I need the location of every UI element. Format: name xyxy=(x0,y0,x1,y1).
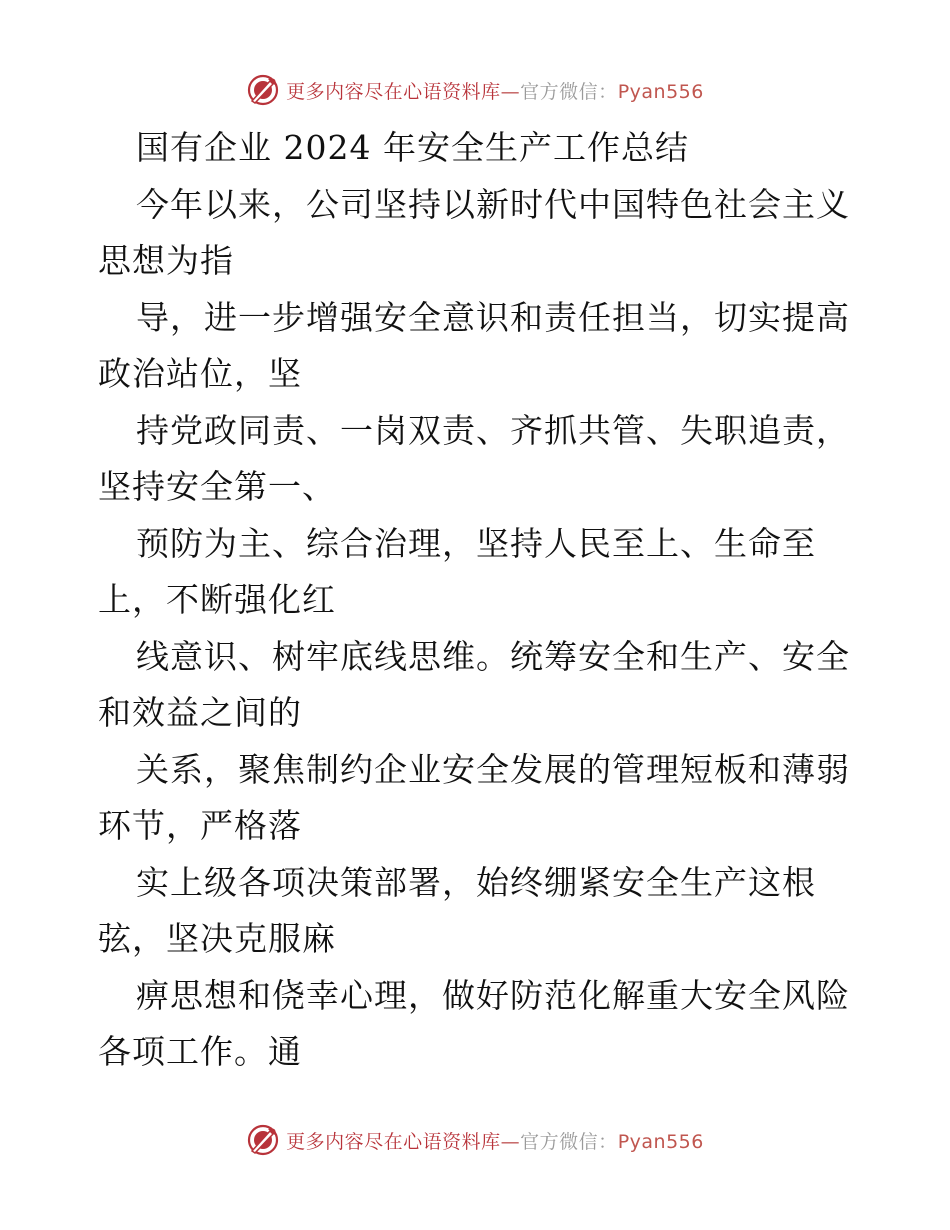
text-line: 弦，坚决克服麻 xyxy=(98,919,336,958)
text-line: 预防为主、综合治理，坚持人民至上、生命至 xyxy=(136,523,816,563)
document-title: 国有企业 2024 年安全生产工作总结 xyxy=(136,128,689,167)
text-line: 持党政同责、一岗双责、齐抓共管、失职追责， xyxy=(136,410,850,450)
separator: — xyxy=(500,80,521,103)
site-name: 更多内容尽在心语资料库 xyxy=(286,80,501,103)
text-line: 痹思想和侥幸心理，做好防范化解重大安全风险 xyxy=(136,975,850,1015)
quill-logo-icon xyxy=(246,73,280,107)
text-line: 今年以来，公司坚持以新时代中国特色社会主义 xyxy=(136,184,850,224)
wechat-label: 官方微信： xyxy=(520,1130,618,1153)
header-banner xyxy=(0,70,950,110)
wechat-id: Pyan556 xyxy=(617,1130,704,1153)
text-line: 思想为指 xyxy=(98,241,234,280)
document-body xyxy=(98,120,858,1081)
site-name: 更多内容尽在心语资料库 xyxy=(286,1130,501,1153)
banner-text xyxy=(286,1127,704,1154)
text-line: 和效益之间的 xyxy=(98,693,302,732)
text-line: 上，不断强化红 xyxy=(98,580,336,619)
text-line: 各项工作。通 xyxy=(98,1032,302,1071)
text-line: 线意识、树牢底线思维。统筹安全和生产、安全 xyxy=(136,636,850,676)
text-line: 关系，聚焦制约企业安全发展的管理短板和薄弱 xyxy=(136,749,850,789)
text-line: 环节，严格落 xyxy=(98,806,302,845)
banner-text xyxy=(286,77,704,104)
wechat-label: 官方微信： xyxy=(520,80,618,103)
text-line: 实上级各项决策部署，始终绷紧安全生产这根 xyxy=(136,862,816,902)
footer-banner xyxy=(0,1120,950,1160)
text-line: 导，进一步增强安全意识和责任担当，切实提高 xyxy=(136,297,850,337)
text-line: 政治站位，坚 xyxy=(98,354,302,393)
separator: — xyxy=(500,1130,521,1153)
wechat-id: Pyan556 xyxy=(617,80,704,103)
text-line: 坚持安全第一、 xyxy=(98,467,336,506)
quill-logo-icon xyxy=(246,1123,280,1157)
